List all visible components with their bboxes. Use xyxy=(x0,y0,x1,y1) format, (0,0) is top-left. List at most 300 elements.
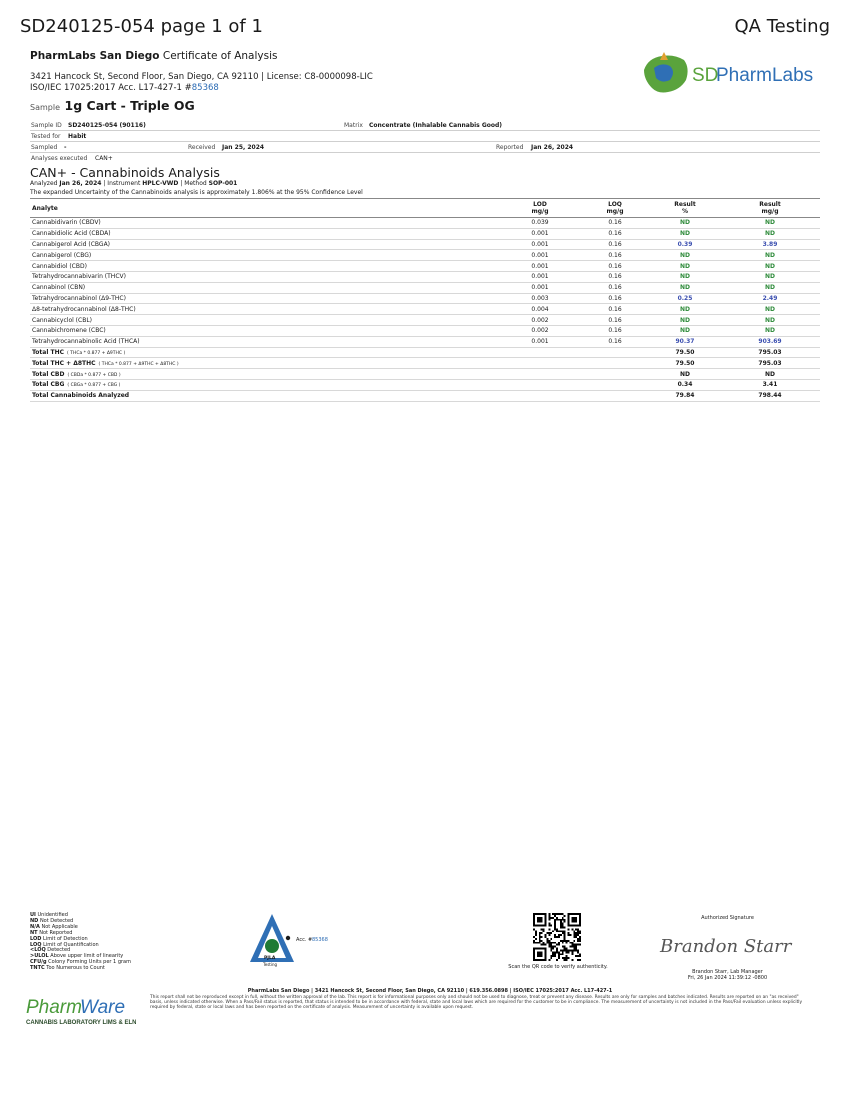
tested-for-label: Tested for xyxy=(31,133,61,140)
table-row xyxy=(30,304,820,315)
qr-module xyxy=(548,959,550,961)
col-lod-unit: mg/g xyxy=(531,208,549,215)
qr-module xyxy=(535,934,537,936)
total-row xyxy=(30,369,820,380)
qr-module xyxy=(568,932,570,934)
pjla-globe-icon xyxy=(265,939,279,953)
col-result-mg-unit: mg/g xyxy=(761,208,779,215)
table-row xyxy=(30,239,820,250)
qr-module xyxy=(556,949,558,951)
result-mg: ND xyxy=(720,250,820,261)
qr-module xyxy=(545,934,547,936)
qr-module xyxy=(533,942,535,944)
legend-text: Unidentified xyxy=(37,912,68,918)
qr-module xyxy=(558,930,560,932)
lab-name: PharmLabs San Diego xyxy=(30,50,160,62)
cannabinoid-table xyxy=(30,198,820,402)
qr-module xyxy=(535,932,537,934)
qr-module xyxy=(575,948,577,950)
abbreviation-legend xyxy=(30,913,131,972)
qr-caption: Scan the QR code to verify authenticity. xyxy=(508,964,608,970)
legend-abbr: LOQ xyxy=(30,941,42,948)
qr-module xyxy=(548,919,550,921)
qr-module xyxy=(548,940,550,942)
qr-module xyxy=(533,936,535,938)
pjla-name: PJLA xyxy=(264,956,276,961)
lod-value: 0.001 xyxy=(500,239,580,250)
qr-module xyxy=(575,936,577,938)
qr-module xyxy=(554,925,556,927)
lod-value: 0.039 xyxy=(500,218,580,229)
report-type: QA Testing xyxy=(734,16,830,37)
qr-module xyxy=(554,955,556,957)
qr-module xyxy=(539,934,541,936)
pjla-acc-prefix: Acc. # xyxy=(296,937,313,943)
lod-value: 0.001 xyxy=(500,261,580,272)
loq-value: 0.16 xyxy=(580,293,650,304)
qr-module xyxy=(575,944,577,946)
result-pct: ND xyxy=(650,261,720,272)
qr-module xyxy=(564,936,566,938)
pharmware-logo xyxy=(24,993,136,1029)
qr-module xyxy=(560,913,562,915)
qr-module xyxy=(545,936,547,938)
qr-module xyxy=(564,915,566,917)
table-row xyxy=(30,336,820,347)
empty-cell xyxy=(580,347,650,358)
qr-module xyxy=(566,957,568,959)
pjla-dot-icon xyxy=(286,936,290,940)
empty-cell xyxy=(580,390,650,401)
empty-cell xyxy=(500,347,580,358)
instrument-value: HPLC-VWD xyxy=(142,180,179,187)
qr-module xyxy=(568,940,570,942)
reported-value: Jan 26, 2024 xyxy=(531,144,574,151)
qr-module xyxy=(575,932,577,934)
total-mg: ND xyxy=(720,369,820,380)
qr-module xyxy=(556,930,558,932)
qr-module xyxy=(548,925,550,927)
analyte-name: Cannabidiol (CBD) xyxy=(30,261,500,272)
total-label-cell xyxy=(30,369,500,380)
loq-value: 0.16 xyxy=(580,261,650,272)
signer-block xyxy=(660,969,795,981)
lab-address: 3421 Hancock St, Second Floor, San Diego, CA 92110 | License: C8-0000098-LIC xyxy=(30,72,373,82)
authorized-signature-label: Authorized Signature xyxy=(701,915,754,921)
analyzed-date: Jan 26, 2024 xyxy=(59,180,102,187)
qr-module xyxy=(562,957,564,959)
qr-module xyxy=(571,953,573,955)
sample-meta xyxy=(30,120,820,163)
qr-module xyxy=(556,917,558,919)
legend-text: Not Reported xyxy=(39,929,73,936)
matrix-label: Matrix xyxy=(344,122,363,129)
qr-module xyxy=(552,942,554,944)
legend-abbr: CFU/g xyxy=(30,959,47,966)
qr-module xyxy=(569,942,571,944)
sampled-value: - xyxy=(64,144,67,151)
result-pct: ND xyxy=(650,315,720,326)
loq-value: 0.16 xyxy=(580,315,650,326)
table-row xyxy=(30,250,820,261)
qr-module xyxy=(566,951,568,953)
qr-module xyxy=(556,919,558,921)
qr-module xyxy=(579,930,581,932)
qr-code[interactable] xyxy=(533,913,581,961)
total-formula: ( CBDa * 0.877 + CBD ) xyxy=(67,372,121,378)
analyses-value: CAN+ xyxy=(95,155,113,162)
loq-value: 0.16 xyxy=(580,304,650,315)
sample-id-value: SD240125-054 (90116) xyxy=(68,122,146,129)
qr-module xyxy=(546,940,548,942)
qr-module xyxy=(562,923,564,925)
qr-module xyxy=(573,934,575,936)
qr-module xyxy=(545,944,547,946)
legend-abbr: LOD xyxy=(30,935,42,942)
lod-value: 0.001 xyxy=(500,250,580,261)
qr-module xyxy=(539,932,541,934)
result-mg: ND xyxy=(720,325,820,336)
table-row xyxy=(30,218,820,229)
legend-abbr: ND xyxy=(30,917,39,924)
signed-date: Fri, 26 Jan 2024 11:39:12 -0800 xyxy=(687,975,768,981)
pjla-testing: Testing xyxy=(263,962,278,967)
result-pct: 90.37 xyxy=(650,336,720,347)
qr-module xyxy=(560,923,562,925)
qr-module xyxy=(556,959,558,961)
qr-module xyxy=(579,944,581,946)
qr-module xyxy=(579,940,581,942)
analyte-name: Cannabichromene (CBC) xyxy=(30,325,500,336)
qr-module xyxy=(548,932,550,934)
qr-module xyxy=(564,957,566,959)
method-label: Method xyxy=(184,180,207,187)
qr-module xyxy=(533,940,535,942)
qr-module xyxy=(552,946,554,948)
qr-module xyxy=(548,928,550,930)
col-result-mg-title: Result xyxy=(759,201,781,208)
qr-module xyxy=(548,944,550,946)
meta-row xyxy=(30,120,820,131)
qr-module xyxy=(564,946,566,948)
doc-type: Certificate of Analysis xyxy=(162,50,278,62)
accreditation-link[interactable]: 85368 xyxy=(191,83,219,93)
loq-value: 0.16 xyxy=(580,336,650,347)
qr-module xyxy=(560,953,562,955)
qr-module xyxy=(564,921,566,923)
legend-text: Colony Forming Units per 1 gram xyxy=(48,959,131,966)
table-row xyxy=(30,282,820,293)
method-value: SOP-001 xyxy=(208,180,238,187)
result-mg: 3.89 xyxy=(720,239,820,250)
col-loq xyxy=(580,199,650,218)
lod-value: 0.002 xyxy=(500,325,580,336)
loq-value: 0.16 xyxy=(580,250,650,261)
footer-disclaimer: This report shall not be reproduced except in full, without the written approval of the lab. This report is for informational purposes only and should not be used to diagnose, treat or prevent any disease. Results are only for samples and batches indicated. Results are reported on an "as received" basis, unless indicated otherwise. When a Pass/Fail status is reported, that status is intended to be in accordance with federal, state and local laws which are required for the customer to be in compliance. The measurement of uncertainty is not included in the Pass/Fail evaluation unless explicitly required by federal, state or local laws and has been reported on the certificate of analysis. Measurement of uncertainty is available upon request. xyxy=(150,995,803,1010)
qr-module xyxy=(564,959,566,961)
page-header xyxy=(20,16,830,42)
legend-abbr: N/A xyxy=(30,923,40,930)
lab-address-block xyxy=(30,72,630,94)
qr-finder-core xyxy=(537,917,543,923)
analyte-name: Tetrahydrocannabinolic Acid (THCA) xyxy=(30,336,500,347)
legend-abbr: >ULOL xyxy=(30,953,49,960)
qr-module xyxy=(546,938,548,940)
analyte-name: Tetrahydrocannabivarin (THCV) xyxy=(30,271,500,282)
qr-module xyxy=(577,930,579,932)
legend-text: Limit of Detection xyxy=(43,935,88,942)
qr-module xyxy=(564,940,566,942)
lod-value: 0.001 xyxy=(500,336,580,347)
total-formula: ( THCa * 0.877 + Δ9THC + Δ8THC ) xyxy=(98,361,179,367)
qr-module xyxy=(575,946,577,948)
sdpharmlabs-logo xyxy=(640,50,830,98)
legend-abbr: <LOQ xyxy=(30,947,46,954)
total-label-cell xyxy=(30,347,500,358)
qr-module xyxy=(535,942,537,944)
qr-module xyxy=(552,951,554,953)
empty-cell xyxy=(500,358,580,369)
qr-module xyxy=(541,944,543,946)
empty-cell xyxy=(580,358,650,369)
qr-module xyxy=(562,951,564,953)
qr-module xyxy=(558,942,560,944)
result-mg: 2.49 xyxy=(720,293,820,304)
qr-module xyxy=(568,928,570,930)
qr-module xyxy=(539,938,541,940)
qr-module xyxy=(556,944,558,946)
qr-module xyxy=(556,951,558,953)
qr-module xyxy=(571,944,573,946)
lod-value: 0.001 xyxy=(500,228,580,239)
uncertainty-note: The expanded Uncertainty of the Cannabinoids analysis is approximately 1.806% at the 95% Confidence Level xyxy=(30,189,363,196)
qr-module xyxy=(564,930,566,932)
qr-module xyxy=(571,946,573,948)
lab-header xyxy=(30,50,630,94)
qr-module xyxy=(569,934,571,936)
table-row xyxy=(30,228,820,239)
analyses-label: Analyses executed xyxy=(31,155,88,162)
qr-module xyxy=(579,932,581,934)
result-mg: ND xyxy=(720,282,820,293)
qr-module xyxy=(575,934,577,936)
empty-cell xyxy=(500,379,580,390)
table-row xyxy=(30,315,820,326)
total-pct: ND xyxy=(650,369,720,380)
qr-module xyxy=(554,926,556,928)
qr-module xyxy=(573,944,575,946)
qr-module xyxy=(554,923,556,925)
result-mg: ND xyxy=(720,304,820,315)
qr-module xyxy=(560,921,562,923)
result-pct: ND xyxy=(650,271,720,282)
qr-module xyxy=(575,955,577,957)
result-pct: ND xyxy=(650,250,720,261)
qr-module xyxy=(535,938,537,940)
qr-module xyxy=(573,946,575,948)
qr-module xyxy=(562,940,564,942)
signer-name: Brandon Starr, Lab Manager xyxy=(692,969,763,975)
qr-module xyxy=(577,949,579,951)
qr-module xyxy=(562,917,564,919)
qr-module xyxy=(560,930,562,932)
result-pct: ND xyxy=(650,218,720,229)
received-value: Jan 25, 2024 xyxy=(222,144,265,151)
analyte-name: Δ8-tetrahydrocannabinol (Δ8-THC) xyxy=(30,304,500,315)
qr-module xyxy=(573,936,575,938)
qr-module xyxy=(558,955,560,957)
result-mg: ND xyxy=(720,271,820,282)
qr-module xyxy=(548,942,550,944)
qr-module xyxy=(558,951,560,953)
total-row xyxy=(30,347,820,358)
qr-module xyxy=(552,913,554,915)
result-mg: 903.69 xyxy=(720,336,820,347)
qr-module xyxy=(577,944,579,946)
qr-module xyxy=(577,938,579,940)
qr-module xyxy=(562,925,564,927)
qr-module xyxy=(571,942,573,944)
qr-finder-core xyxy=(571,917,577,923)
qr-module xyxy=(577,959,579,961)
qr-module xyxy=(543,930,545,932)
qr-module xyxy=(554,921,556,923)
qr-module xyxy=(541,928,543,930)
qr-module xyxy=(543,928,545,930)
report-id: SD240125-054 page 1 of 1 xyxy=(20,16,263,37)
legend-abbr: NT xyxy=(30,929,38,936)
total-label-cell xyxy=(30,379,500,390)
qr-module xyxy=(568,951,570,953)
result-pct: ND xyxy=(650,304,720,315)
handwritten-signature xyxy=(656,928,801,962)
qr-module xyxy=(573,940,575,942)
lod-value: 0.004 xyxy=(500,304,580,315)
qr-module xyxy=(562,930,564,932)
analyte-name: Cannabidiolic Acid (CBDA) xyxy=(30,228,500,239)
qr-module xyxy=(564,926,566,928)
legend-abbr: TNTC xyxy=(30,965,45,972)
total-label: Total Cannabinoids Analyzed xyxy=(32,392,130,400)
meta-row xyxy=(30,131,820,142)
qr-module xyxy=(550,925,552,927)
result-mg: ND xyxy=(720,228,820,239)
result-pct: 0.25 xyxy=(650,293,720,304)
qr-module xyxy=(546,942,548,944)
section-title: CAN+ - Cannabinoids Analysis xyxy=(30,165,220,180)
analyte-name: Cannabigerol (CBG) xyxy=(30,250,500,261)
instrument-label: Instrument xyxy=(107,180,141,187)
qr-module xyxy=(579,936,581,938)
qr-module xyxy=(552,953,554,955)
total-row xyxy=(30,379,820,390)
col-lod-title: LOD xyxy=(533,201,547,208)
qr-module xyxy=(548,913,550,915)
legend-text: Above upper limit of linearity xyxy=(50,953,124,960)
lod-value: 0.003 xyxy=(500,293,580,304)
qr-module xyxy=(550,957,552,959)
qr-module xyxy=(552,955,554,957)
qr-module xyxy=(550,932,552,934)
loq-value: 0.16 xyxy=(580,228,650,239)
total-mg: 795.03 xyxy=(720,347,820,358)
qr-module xyxy=(543,944,545,946)
qr-module xyxy=(556,928,558,930)
result-pct: ND xyxy=(650,325,720,336)
reported-label: Reported xyxy=(496,144,524,151)
qr-module xyxy=(566,942,568,944)
qr-module xyxy=(556,913,558,915)
qr-module xyxy=(560,926,562,928)
total-formula: ( THCa * 0.877 + Δ9THC ) xyxy=(67,350,126,356)
total-row xyxy=(30,390,820,401)
qr-finder-core xyxy=(537,951,543,957)
qr-module xyxy=(579,955,581,957)
qr-module xyxy=(535,930,537,932)
qr-module xyxy=(541,932,543,934)
analyte-name: Tetrahydrocannabinol (Δ9-THC) xyxy=(30,293,500,304)
qr-module xyxy=(573,949,575,951)
qr-module xyxy=(560,925,562,927)
qr-module xyxy=(539,942,541,944)
meta-row xyxy=(30,142,820,153)
analyte-name: Cannabicyclol (CBL) xyxy=(30,315,500,326)
legend-item xyxy=(30,966,131,972)
received-label: Received xyxy=(188,144,216,151)
meta-row xyxy=(30,153,820,163)
result-mg: ND xyxy=(720,315,820,326)
matrix-value: Concentrate (Inhalable Cannabis Good) xyxy=(369,122,503,129)
legend-abbr: UI xyxy=(30,912,36,918)
analyzed-label: Analyzed xyxy=(30,180,58,187)
qr-module xyxy=(566,955,568,957)
legend-text: Too Numerous to Count xyxy=(46,965,105,972)
qr-module xyxy=(577,951,579,953)
qr-module xyxy=(568,957,570,959)
total-mg: 795.03 xyxy=(720,358,820,369)
qr-module xyxy=(552,948,554,950)
analyte-name: Cannabidivarin (CBDV) xyxy=(30,218,500,229)
qr-module xyxy=(550,944,552,946)
qr-module xyxy=(571,951,573,953)
qr-module xyxy=(568,949,570,951)
qr-module xyxy=(577,934,579,936)
qr-module xyxy=(533,928,535,930)
total-formula: ( CBGa * 0.877 + CBG ) xyxy=(67,383,121,389)
qr-module xyxy=(550,955,552,957)
qr-module xyxy=(562,913,564,915)
loq-value: 0.16 xyxy=(580,325,650,336)
qr-module xyxy=(548,946,550,948)
col-result-pct xyxy=(650,199,720,218)
qr-module xyxy=(573,930,575,932)
qr-module xyxy=(558,913,560,915)
qr-module xyxy=(579,953,581,955)
qr-module xyxy=(552,930,554,932)
empty-cell xyxy=(500,369,580,380)
pjla-acc-number: 85368 xyxy=(312,937,328,943)
loq-value: 0.16 xyxy=(580,271,650,282)
qr-module xyxy=(577,932,579,934)
pharmware-text-2: Ware xyxy=(80,997,126,1018)
qr-module xyxy=(560,919,562,921)
empty-cell xyxy=(580,369,650,380)
qr-module xyxy=(554,936,556,938)
loq-value: 0.16 xyxy=(580,218,650,229)
col-result-pct-title: Result xyxy=(674,201,696,208)
qr-module xyxy=(562,953,564,955)
loq-value: 0.16 xyxy=(580,239,650,250)
